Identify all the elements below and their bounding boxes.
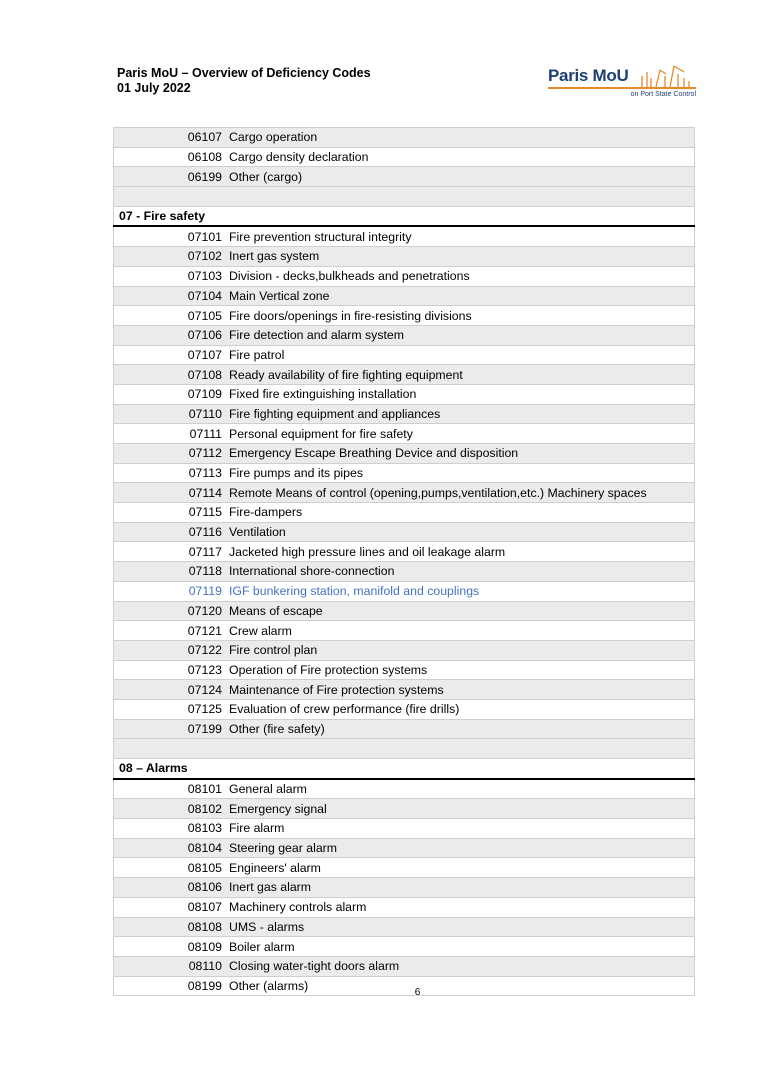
deficiency-code: 07102 [114, 247, 223, 267]
table-row [114, 640, 695, 660]
deficiency-description: Other (cargo) [222, 167, 695, 187]
section-heading-row [114, 759, 695, 779]
deficiency-code: 07115 [114, 503, 223, 523]
logo-subtitle: on Port State Control [630, 91, 696, 98]
table-row [114, 463, 695, 483]
deficiency-code: 07125 [114, 699, 223, 719]
table-row [114, 601, 695, 621]
deficiency-code: 07122 [114, 640, 223, 660]
logo-underline [548, 87, 696, 89]
deficiency-description: Operation of Fire protection systems [222, 660, 695, 680]
deficiency-code: 08102 [114, 799, 223, 819]
table-row [114, 542, 695, 562]
deficiency-code: 07109 [114, 384, 223, 404]
deficiency-code: 08107 [114, 897, 223, 917]
table-row [114, 522, 695, 542]
deficiency-description: Main Vertical zone [222, 286, 695, 306]
deficiency-code: 07110 [114, 404, 223, 424]
blank-row [114, 187, 695, 207]
deficiency-description: Cargo density declaration [222, 147, 695, 167]
deficiency-code: 07119 [114, 581, 223, 601]
blank-cell [114, 739, 695, 759]
table-row [114, 956, 695, 976]
deficiency-code: 07103 [114, 266, 223, 286]
deficiency-code: 08103 [114, 819, 223, 839]
table-row [114, 779, 695, 799]
deficiency-description: Fire patrol [222, 345, 695, 365]
deficiency-code: 08109 [114, 937, 223, 957]
deficiency-description: Inert gas alarm [222, 878, 695, 898]
deficiency-description: IGF bunkering station, manifold and couplings [222, 581, 695, 601]
deficiency-code: 07118 [114, 562, 223, 582]
deficiency-description: Boiler alarm [222, 937, 695, 957]
paris-mou-logo [548, 60, 698, 102]
deficiency-code: 08108 [114, 917, 223, 937]
logo-name: Paris MoU [548, 66, 629, 85]
deficiency-code: 08106 [114, 878, 223, 898]
deficiency-description: UMS - alarms [222, 917, 695, 937]
deficiency-description: Engineers' alarm [222, 858, 695, 878]
deficiency-code: 07114 [114, 483, 223, 503]
table-row [114, 799, 695, 819]
table-row [114, 680, 695, 700]
table-row [114, 167, 695, 187]
table-row [114, 562, 695, 582]
deficiency-code: 07117 [114, 542, 223, 562]
table-row [114, 147, 695, 167]
deficiency-code: 06199 [114, 167, 223, 187]
table-row [114, 365, 695, 385]
deficiency-codes-table [113, 127, 695, 996]
table-row [114, 838, 695, 858]
blank-row [114, 739, 695, 759]
table-row [114, 424, 695, 444]
deficiency-code: 06108 [114, 147, 223, 167]
table-row [114, 286, 695, 306]
section-heading: 07 - Fire safety [114, 206, 695, 226]
deficiency-code: 08101 [114, 779, 223, 799]
deficiency-description: Crew alarm [222, 621, 695, 641]
deficiency-description: Remote Means of control (opening,pumps,ventilation,etc.) Machinery spaces [222, 483, 695, 503]
deficiency-description: Emergency signal [222, 799, 695, 819]
deficiency-description: Ventilation [222, 522, 695, 542]
table-row [114, 819, 695, 839]
deficiency-code: 07107 [114, 345, 223, 365]
deficiency-description: Other (fire safety) [222, 719, 695, 739]
deficiency-description: Jacketed high pressure lines and oil leakage alarm [222, 542, 695, 562]
deficiency-code: 07104 [114, 286, 223, 306]
deficiency-description: Emergency Escape Breathing Device and disposition [222, 444, 695, 464]
table-row [114, 384, 695, 404]
table-row [114, 444, 695, 464]
deficiency-description: Division - decks,bulkheads and penetrations [222, 266, 695, 286]
section-heading: 08 – Alarms [114, 759, 695, 779]
deficiency-description: Closing water-tight doors alarm [222, 956, 695, 976]
deficiency-code: 07120 [114, 601, 223, 621]
deficiency-code: 07121 [114, 621, 223, 641]
deficiency-description: International shore-connection [222, 562, 695, 582]
table-row [114, 897, 695, 917]
table-row [114, 345, 695, 365]
deficiency-description: Ready availability of fire fighting equipment [222, 365, 695, 385]
deficiency-code: 07199 [114, 719, 223, 739]
document-title: Paris MoU – Overview of Deficiency Codes [117, 66, 371, 80]
page-number: 6 [414, 987, 421, 998]
table-row [114, 266, 695, 286]
deficiency-code: 07123 [114, 660, 223, 680]
table-row [114, 128, 695, 148]
deficiency-code: 07101 [114, 226, 223, 246]
deficiency-code: 08105 [114, 858, 223, 878]
deficiency-description: Personal equipment for fire safety [222, 424, 695, 444]
deficiency-description: Fire prevention structural integrity [222, 226, 695, 246]
table-row [114, 699, 695, 719]
deficiency-description: Cargo operation [222, 128, 695, 148]
table-row [114, 306, 695, 326]
deficiency-code: 07108 [114, 365, 223, 385]
deficiency-description: Fire fighting equipment and appliances [222, 404, 695, 424]
deficiency-description: Fire alarm [222, 819, 695, 839]
table-row [114, 878, 695, 898]
table-row [114, 917, 695, 937]
deficiency-description: Maintenance of Fire protection systems [222, 680, 695, 700]
deficiency-description: General alarm [222, 779, 695, 799]
table-row [114, 325, 695, 345]
deficiency-description: Fire pumps and its pipes [222, 463, 695, 483]
table-row [114, 858, 695, 878]
table-row [114, 247, 695, 267]
deficiency-code: 08110 [114, 956, 223, 976]
deficiency-code: 07124 [114, 680, 223, 700]
section-heading-row [114, 206, 695, 226]
document-date: 01 July 2022 [117, 81, 191, 95]
deficiency-code: 07105 [114, 306, 223, 326]
deficiency-description: Fire doors/openings in fire-resisting divisions [222, 306, 695, 326]
deficiency-description: Fixed fire extinguishing installation [222, 384, 695, 404]
deficiency-code: 07106 [114, 325, 223, 345]
blank-cell [114, 187, 695, 207]
deficiency-description: Fire control plan [222, 640, 695, 660]
deficiency-description: Evaluation of crew performance (fire drills) [222, 699, 695, 719]
table-row [114, 226, 695, 246]
table-row [114, 937, 695, 957]
document-header [117, 66, 371, 96]
deficiency-code: 07113 [114, 463, 223, 483]
port-skyline-icon [638, 64, 694, 88]
table-row [114, 483, 695, 503]
deficiency-code: 07112 [114, 444, 223, 464]
deficiency-description: Inert gas system [222, 247, 695, 267]
deficiency-code: 08104 [114, 838, 223, 858]
deficiency-code: 07111 [114, 424, 223, 444]
deficiency-description: Other (alarms) [222, 976, 695, 996]
table-row [114, 404, 695, 424]
table-row [114, 503, 695, 523]
deficiency-code: 08199 [114, 976, 223, 996]
deficiency-description: Steering gear alarm [222, 838, 695, 858]
table-row [114, 621, 695, 641]
deficiency-code: 07116 [114, 522, 223, 542]
deficiency-code: 06107 [114, 128, 223, 148]
deficiency-description: Fire detection and alarm system [222, 325, 695, 345]
table-row [114, 719, 695, 739]
deficiency-description: Machinery controls alarm [222, 897, 695, 917]
table-row [114, 660, 695, 680]
table-row [114, 581, 695, 601]
deficiency-description: Means of escape [222, 601, 695, 621]
deficiency-description: Fire-dampers [222, 503, 695, 523]
